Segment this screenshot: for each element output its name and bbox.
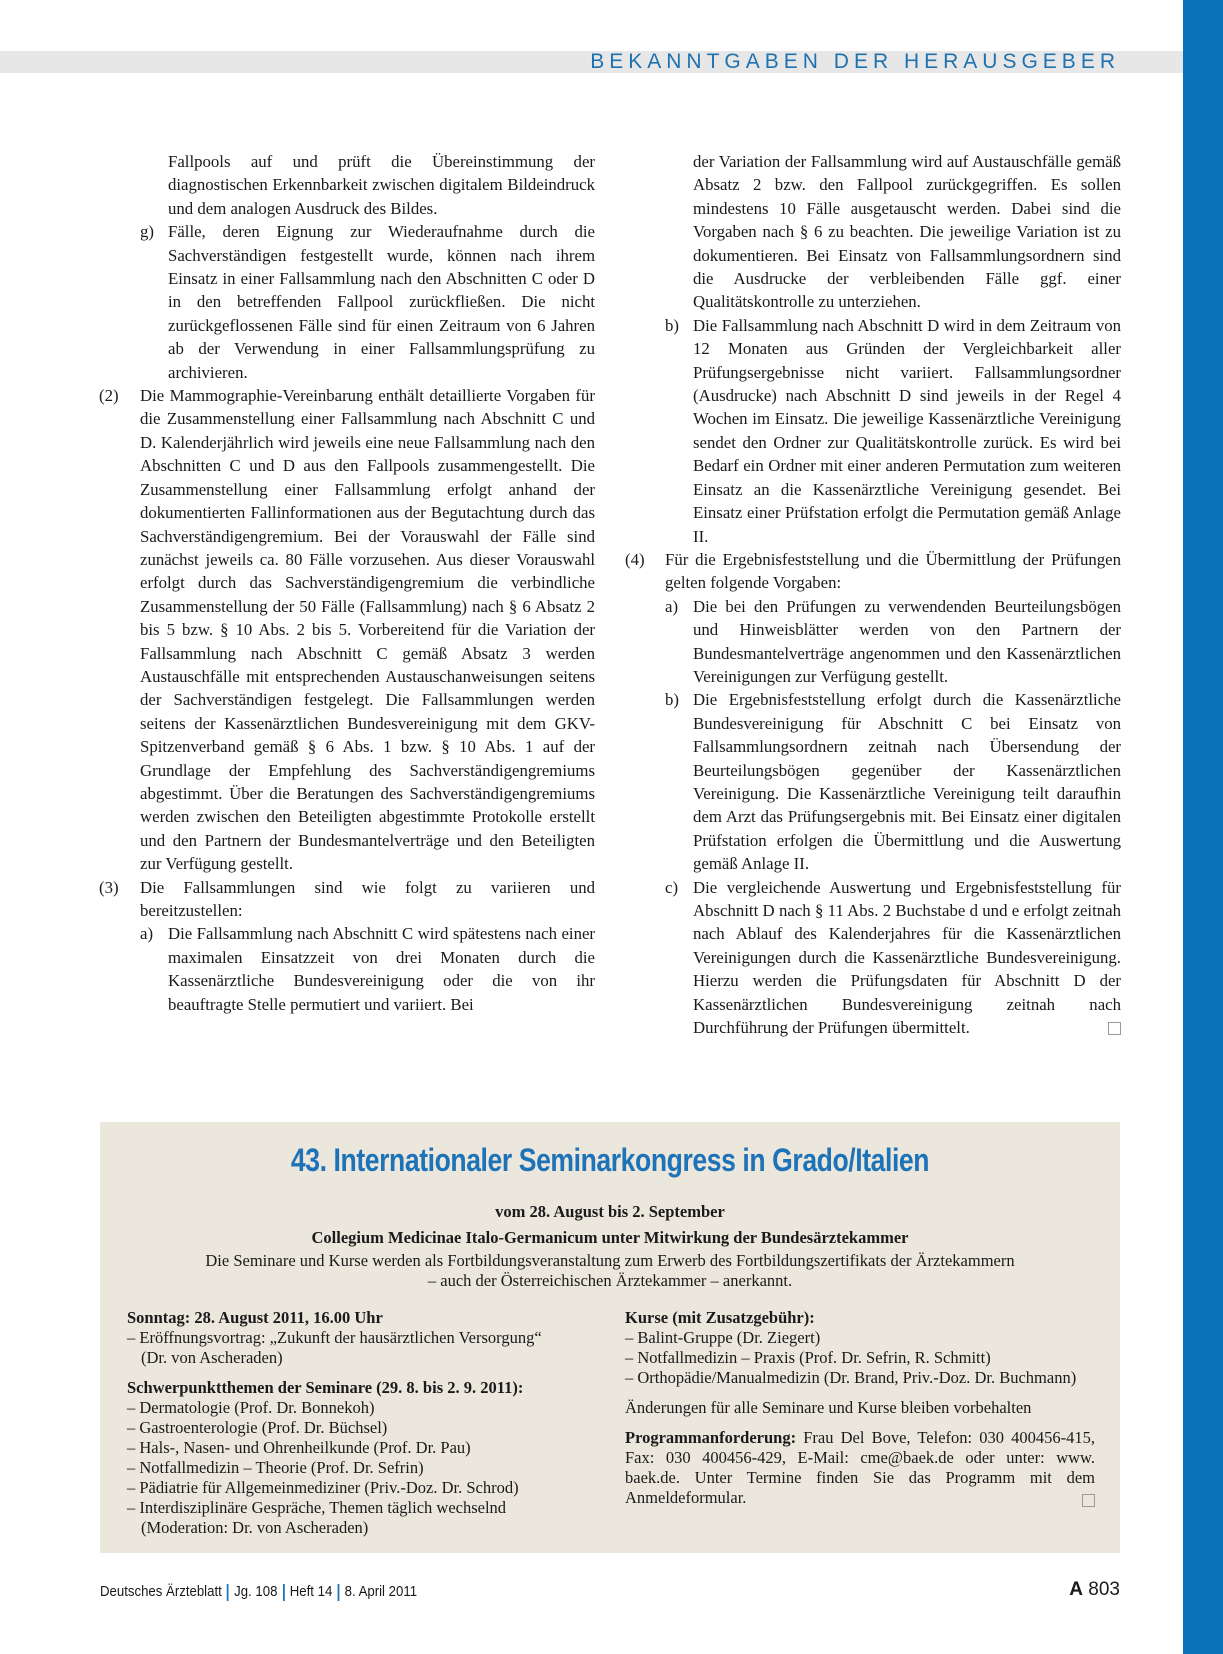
list-label: b): [665, 690, 679, 710]
numbered-paragraph-3: [90, 876, 595, 923]
journal-name: Deutsches Ärzteblatt: [100, 1583, 222, 1600]
seminar-right-column: [625, 1308, 1095, 1508]
list-item-b: [620, 314, 1121, 548]
continuation-text: Fallpools auf und prüft die Übereinstimmung der diagnostischen Erkennbarkeit zwischen digitalem Bildeindruck und dem analogen Ausdruck des Bildes.: [168, 152, 595, 218]
list-item-a: [90, 922, 595, 1016]
footer-separator: [283, 1584, 285, 1601]
list-item-g: [90, 220, 595, 384]
program-label: Programmanforderung:: [625, 1428, 797, 1447]
journal-date: 8. April 2011: [344, 1583, 418, 1600]
end-of-article-icon: [1108, 1022, 1121, 1035]
list-item-text: Die Fallsammlung nach Abschnitt D wird in dem Zeitraum von 12 Monaten aus Gründen der Vergleichbarkeit aller Prüfungsergebnisse nicht variiert. Fallsammlungsordner (Ausdrucke) nach Abschnitt D sind jeweils in der Regel 4 Wochen im Einsatz. Die jeweilige Kassenärztliche Vereinigung sendet den Ordner zur Qualitätskontrolle zurück. Es wird bei Bedarf ein Ordner mit einer anderen Permutation zum weiteren Einsatz an die Kassenärztliche Vereinigung gesendet. Bei Einsatz einer Prüfstation erfolgt die Permutation gemäß Anlage II.: [693, 315, 1121, 546]
topic-item: – Gastroenterologie (Prof. Dr. Büchsel): [127, 1418, 388, 1437]
journal-volume: Jg. 108: [234, 1583, 278, 1600]
list-label: b): [665, 315, 679, 335]
right-column: [620, 150, 1121, 1039]
paragraph-text: Die Mammographie-Vereinbarung enthält detaillierte Vorgaben für die Zusammenstellung einer Fallsammlung nach Abschnitt C und D. Kalenderjährlich wird jeweils eine neue Fallsammlung nach den Abschnitten C und D aus den Fallpools zusammengestellt. Die Zusammenstellung einer Fallsammlung erfolgt anhand der dokumentierten Fallinformationen aus der Begutachtung durch das Sachverständigengremium. Bei der Vorauswahl der Fälle sind zunächst jeweils ca. 80 Fälle vorzusehen. Aus dieser Vorauswahl erfolgt durch das Sachverständigengremium die verbindliche Zusammenstellung der 50 Fälle (Fallsammlung) nach § 6 Absatz 2 bis 5 bzw. § 10 Abs. 2 bis 5. Vorbereitend für die Variation der Fallsammlung nach Abschnitt C gemäß Absatz 3 werden Austauschfälle mit entsprechenden Austauschanweisungen seitens der Sachverständigen festgelegt. Die Fallsammlungen werden seitens der Kassenärztlichen Bundesvereinigung mit dem GKV-Spitzenverband gemäß § 6 Abs. 1 bzw. § 10 Abs. 1 auf der Grundlage der Empfehlung des Sachverständigengremiums abgestimmt. Über die Beratungen des Sachverständigengremiums werden zwischen den Beteiligten abgestimmte Protokolle erstellt und den Partnern der Bundesmantelverträge und den Beteiligten zur Verfügung gestellt.: [140, 386, 595, 874]
paragraph-number: (3): [99, 877, 119, 897]
paragraph-number: (2): [99, 386, 119, 406]
page-number: [1069, 1579, 1120, 1601]
end-of-article-icon: [1082, 1494, 1095, 1507]
topic-item: – Notfallmedizin – Theorie (Prof. Dr. Sefrin): [127, 1458, 424, 1477]
seminar-info-line-1: Die Seminare und Kurse werden als Fortbildungsveranstaltung zum Erwerb des Fortbildungszertifikats der Ärztekammern: [205, 1251, 1015, 1270]
list-item-text: Fälle, deren Eignung zur Wiederaufnahme durch die Sachverständigen festgestellt wurde, können nach ihrem Einsatz in einer Fallsammlung nach den Abschnitten C oder D in den betreffenden Fallpool zurückfließen. Die nicht zurückgeflossenen Fälle sind für einen Zeitraum von 6 Jahren ab der Verwendung in einer Fallsammlungsprüfung zu archivieren.: [168, 222, 595, 382]
topics-heading: Schwerpunktthemen der Seminare (29. 8. bis 2. 9. 2011):: [127, 1378, 524, 1397]
courses-heading: Kurse (mit Zusatzgebühr):: [625, 1308, 815, 1327]
section-title: BEKANNTGABEN DER HERAUSGEBER: [590, 50, 1120, 73]
footer-citation: [100, 1583, 417, 1601]
footer-separator: [227, 1584, 229, 1601]
list-item-text: Die vergleichende Auswertung und Ergebnisfeststellung für Abschnitt D nach § 11 Abs. 2 Buchstabe d und e erfolgt zeitnah nach Ablauf des Kalenderjahres für die Kassenärztlichen Vereinigungen durch die Kassenärztliche Bundesvereinigung. Hierzu werden die Prüfungsdaten für Abschnitt D der Kassenärztlichen Bundesvereinigung zeitnah nach Durchführung der Prüfungen übermittelt.: [693, 877, 1121, 1038]
page-digits: 803: [1088, 1579, 1120, 1600]
course-item: – Balint-Gruppe (Dr. Ziegert): [625, 1328, 821, 1347]
course-item: – Notfallmedizin – Praxis (Prof. Dr. Sefrin, R. Schmitt): [625, 1348, 991, 1367]
program-request: [625, 1428, 1095, 1508]
list-item-c: [620, 876, 1121, 1040]
list-label: a): [140, 924, 154, 944]
list-item-text: Die bei den Prüfungen zu verwendenden Beurteilungsbögen und Hinweisblätter werden von den Partnern der Bundesmantelverträge angenommen und den Kassenärztlichen Vereinigungen zur Verfügung gestellt.: [693, 596, 1121, 686]
seminar-dates: vom 28. August bis 2. September: [495, 1202, 725, 1221]
seminar-announcement-box: [100, 1122, 1120, 1553]
topic-item: – Hals-, Nasen- und Ohrenheilkunde (Prof. Dr. Pau): [127, 1438, 471, 1457]
course-item: – Orthopädie/Manualmedizin (Dr. Brand, Priv.-Doz. Dr. Buchmann): [625, 1368, 1077, 1387]
continuation-text: der Variation der Fallsammlung wird auf Austauschfälle gemäß Absatz 2 bzw. den Fallpool zurückgegriffen. Es sollen mindestens 10 Fälle ausgetauscht werden. Dabei sind die Vorgaben nach § 6 zu beachten. Die jeweilige Variation ist zu dokumentieren. Bei Einsatz von Fallsammlungsordnern sind die Ausdrucke der verbleibenden Fälle ggf. einer Qualitätskontrolle zu unterziehen.: [693, 152, 1121, 312]
list-label: a): [665, 596, 679, 616]
changes-note: Änderungen für alle Seminare und Kurse bleiben vorbehalten: [625, 1398, 1032, 1417]
numbered-paragraph-2: [90, 384, 595, 876]
sunday-heading: Sonntag: 28. August 2011, 16.00 Uhr: [127, 1308, 383, 1327]
page-letter: A: [1069, 1579, 1084, 1600]
left-column: [90, 150, 595, 1016]
seminar-left-column: [127, 1308, 567, 1538]
list-item-a: [620, 595, 1121, 689]
footer-separator: [338, 1584, 340, 1601]
seminar-title: 43. Internationaler Seminarkongress in Grado/Italien: [290, 1142, 930, 1178]
seminar-organizer: Collegium Medicinae Italo-Germanicum unter Mitwirkung der Bundesärztekammer: [311, 1228, 909, 1247]
numbered-paragraph-4: [620, 548, 1121, 595]
seminar-info-line-2: – auch der Österreichischen Ärztekammer – anerkannt.: [427, 1271, 793, 1290]
paragraph-text: Für die Ergebnisfeststellung und die Übermittlung der Prüfungen gelten folgende Vorgaben:: [665, 549, 1121, 593]
list-item-text: Die Fallsammlung nach Abschnitt C wird spätestens nach einer maximalen Einsatzzeit von drei Monaten durch die Kassenärztliche Bundesvereinigung oder die von ihr beauftragte Stelle permutiert und variiert. Bei: [168, 924, 595, 1014]
journal-issue: Heft 14: [289, 1583, 333, 1600]
topic-item: – Dermatologie (Prof. Dr. Bonnekoh): [127, 1398, 375, 1417]
list-label: c): [665, 877, 679, 897]
sidebar-stripe: [1183, 0, 1223, 1654]
program-text: Frau Del Bove, Telefon: 030 400456-415, Fax: 030 400456-429, E-Mail: cme@baek.de oder unter: www. baek.de. Unter Termine finden Sie das Programm mit dem Anmeldeformular.: [625, 1428, 1095, 1507]
list-item-b: [620, 688, 1121, 875]
paragraph-number: (4): [625, 549, 645, 569]
paragraph-text: Die Fallsammlungen sind wie folgt zu variieren und bereitzustellen:: [140, 877, 595, 920]
list-item-text: Die Ergebnisfeststellung erfolgt durch die Kassenärztliche Bundesvereinigung für Abschnitt C bei Einsatz von Fallsammlungsordnern zeitnah nach Übersendung der Beurteilungsbögen gegenüber der Kassenärztlichen Vereinigung. Die Kassenärztliche Vereinigung teilt daraufhin dem Arzt das Prüfungsergebnis mit. Bei Einsatz einer digitalen Prüfstation erfolgen die Übermittlung und die Auswertung gemäß Anlage II.: [693, 690, 1121, 874]
list-label: g): [140, 222, 154, 242]
topic-item: – Interdisziplinäre Gespräche, Themen täglich wechselnd (Moderation: Dr. von Ascheraden): [127, 1498, 507, 1537]
topic-item: – Pädiatrie für Allgemeinmediziner (Priv.-Doz. Dr. Schrod): [127, 1478, 519, 1497]
sunday-item: – Eröffnungsvortrag: „Zukunft der hausärztlichen Versorgung“ (Dr. von Ascheraden): [127, 1328, 542, 1367]
